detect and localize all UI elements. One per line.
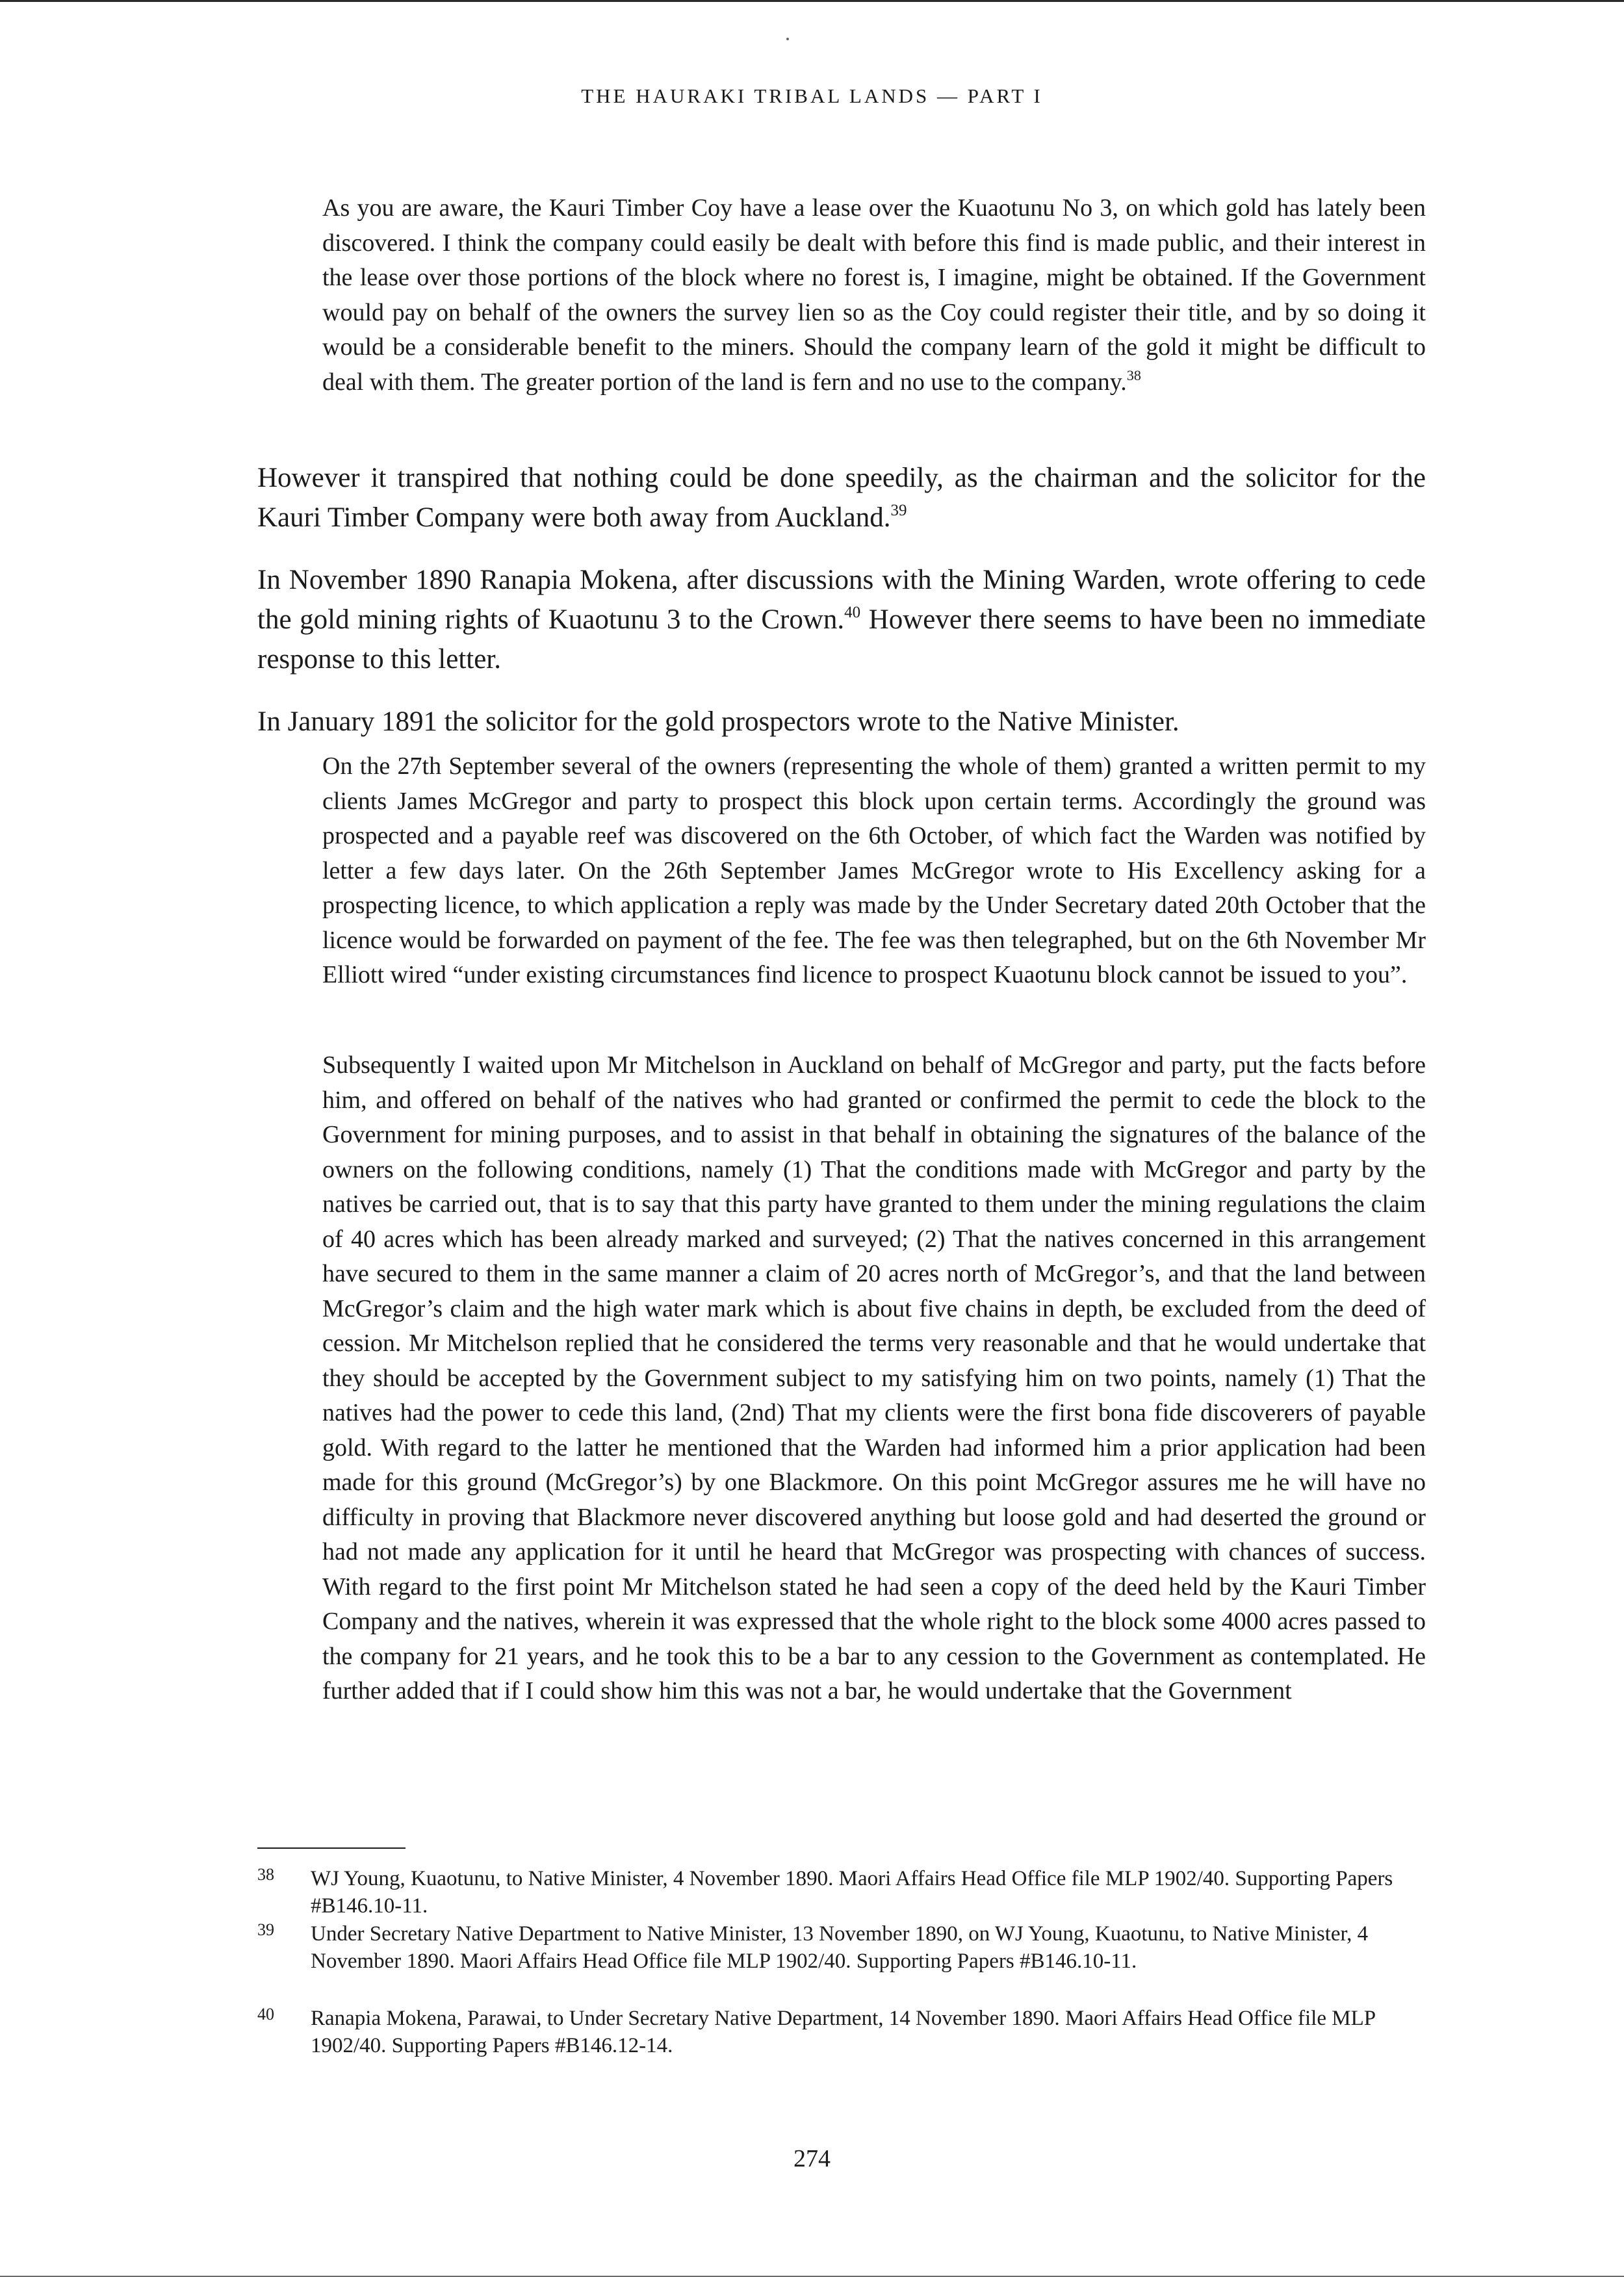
page-edge-top (0, 0, 1624, 2)
block-quote-1: As you are aware, the Kauri Timber Coy have a lease over the Kuaotunu No 3, on which gold has lately been discovered. I think the company could easily be dealt with before this find is made public, and their interest in the lease over those portions of the block where no forest is, I imagine, might be obtained. If the Government would pay on behalf of the owners the survey lien so as the Coy could register their title, and by so doing it would be a considerable benefit to the miners. Should the company learn of the gold it might be difficult to deal with them. The greater portion of the land is fern and no use to the company.$^{38}$ (322, 194, 1426, 396)
running-head: THE HAURAKI TRIBAL LANDS — PART I (581, 84, 1043, 107)
footnote-number: 38 (257, 1865, 274, 1884)
footnote-ref-40: 40 (844, 604, 861, 622)
footnote-text: WJ Young, Kuaotunu, to Native Minister, 4 November 1890. Maori Affairs Head Office file MLP 1902/40. Supporting Papers #B146.10-11. (311, 1867, 1393, 1918)
page-number: 274 (793, 2145, 831, 2172)
paragraph-2: In November 1890 Ranapia Mokena, after discussions with the Mining Warden, wrote offering to cede the gold mining rights of Kuaotunu 3 to the Crown.$^{40}$ However there seems to have been no immediate response to this letter. (257, 565, 1426, 675)
footnote-number: 39 (257, 1920, 274, 1939)
scan-speck (786, 38, 789, 40)
footnote-rule (257, 1847, 406, 1849)
paragraph-3: In January 1891 the solicitor for the gold prospectors wrote to the Native Minister. (257, 706, 1179, 737)
footnote-39 (257, 1920, 1426, 1975)
block-quote-3: Subsequently I waited upon Mr Mitchelson in Auckland on behalf of McGregor and party, put the facts before him, and offered on behalf of the natives who had granted or confirmed the permit to cede the block to the Government for mining purposes, and to assist in that behalf in obtaining the signatures of the balance of the owners on the following conditions, namely (1) That the conditions made with McGregor and party by the natives be carried out, that is to say that this party have granted to them under the mining regulations the claim of 40 acres which has been already marked and surveyed; (2) That the natives concerned in this arrangement have secured to them in the same manner a claim of 20 acres north of McGregor’s, and that the land between McGregor’s claim and the high water mark which is about five chains in depth, be excluded from the deed of cession. Mr Mitchelson replied that he considered the terms very reasonable and that he would undertake that they should be accepted by the Government subject to my satisfying him on two points, namely (1) That the natives had the power to cede this land, (2nd) That my clients were the first bona fide discoverers of payable gold. With regard to the latter he mentioned that the Warden had informed him a prior application had been made for this ground (McGregor’s) by one Blackmore. On this point McGregor assures me he will have no difficulty in proving that Blackmore never discovered anything but loose gold and had deserted the ground or had not made any application for it until he heard that McGregor was prospecting with chances of success. With regard to the first point Mr Mitchelson stated he had seen a copy of the deed held by the Kauri Timber Company and the natives, wherein it was expressed that the whole right to the block some 4000 acres passed to the company for 21 years, and he took this to be a bar to any cession to the Government as contemplated. He further added that if I could show him this was not a bar, he would undertake that the Government (322, 1051, 1426, 1705)
footnote-number: 40 (257, 2005, 274, 2024)
footnote-ref-38: 38 (1126, 367, 1141, 383)
footnote-text: Under Secretary Native Department to Native Minister, 13 November 1890, on WJ Young, Kuaotunu, to Native Minister, 4 November 1890. Maori Affairs Head Office file MLP 1902/40. Supporting Papers #B146.10-11. (311, 1922, 1369, 1973)
footnote-text: Ranapia Mokena, Parawai, to Under Secretary Native Department, 14 November 1890. Maori Affairs Head Office file MLP 1902/40. Supporting Papers #B146.12-14. (311, 2007, 1375, 2057)
block-quote-2: On the 27th September several of the owners (representing the whole of them) granted a written permit to my clients James McGregor and party to prospect this block upon certain terms. Accordingly the ground was prospected and a payable reef was discovered on the 6th October, of which fact the Warden was notified by letter a few days later. On the 26th September James McGregor wrote to His Excellency asking for a prospecting licence, to which application a reply was made by the Under Secretary dated 20th October that the licence would be forwarded on payment of the fee. The fee was then telegraphed, but on the 6th November Mr Elliott wired “under existing circumstances find licence to prospect Kuaotunu block cannot be issued to you”. (322, 753, 1426, 988)
footnote-40 (257, 2005, 1426, 2059)
footnote-38 (257, 1865, 1426, 1920)
footnote-ref-39: 39 (890, 502, 907, 520)
paragraph-1: However it transpired that nothing could be done speedily, as the chairman and the solicitor for the Kauri Timber Company were both away from Auckland.$^{39}$ (257, 463, 1426, 533)
